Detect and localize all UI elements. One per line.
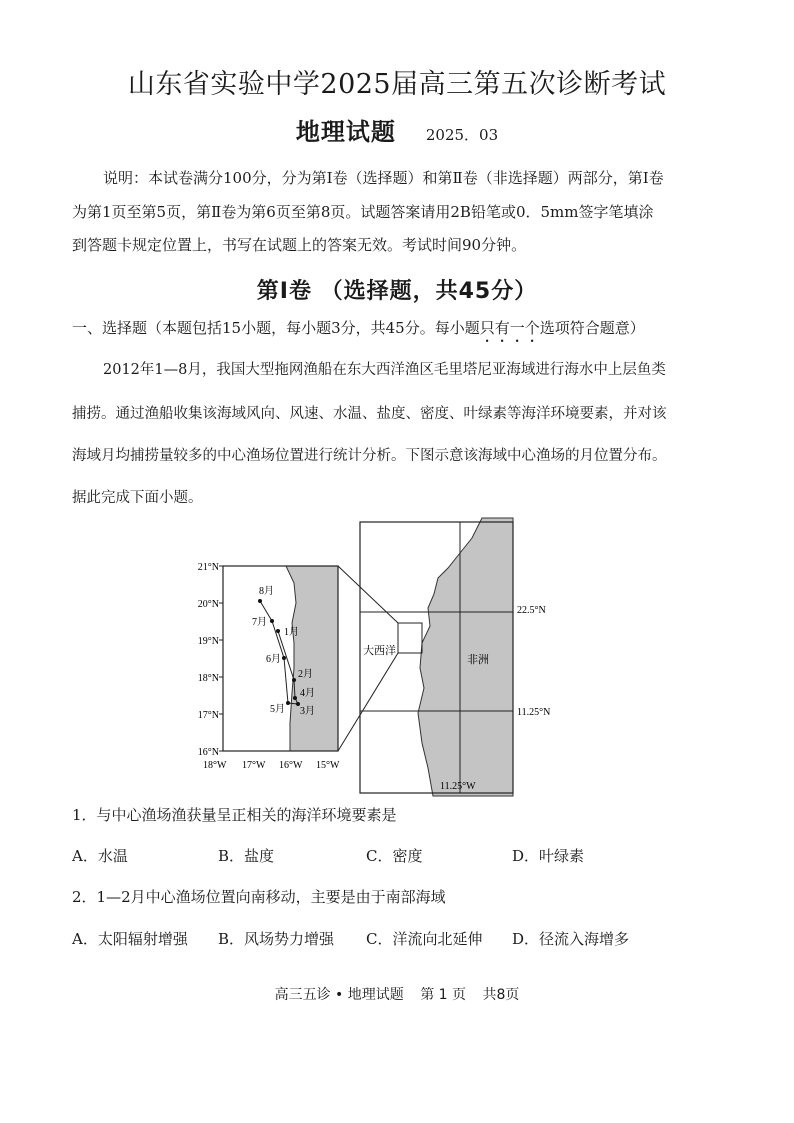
section-title: 第Ⅰ卷 （选择题，共45分） [256,279,538,304]
subject-title: 地理试题 [295,118,396,146]
exam-date: 2025．03 [425,126,499,144]
month-label: 6月 [266,654,281,665]
instructions-line-2: 为第1页至第5页，第Ⅱ卷为第6页至第8页。试题答案请用2B铅笔或0．5mm签字笔填涂 [72,203,654,221]
question-1-option-a[interactable]: A．水温 [72,847,128,865]
month-label: 4月 [300,688,315,699]
question-2-stem: 2．1—2月中心渔场位置向南移动，主要是由于南部海域 [72,888,446,906]
inset-lat-label: 21°N [197,562,219,573]
atlantic-label: 大西洋 [363,645,396,657]
section-instruction-suffix: 选项符合题意） [539,319,645,337]
inset-lat-label: 17°N [197,710,219,721]
inset-lon-labels [203,760,340,771]
inset-lat-label: 19°N [197,636,219,647]
inset-lat-label: 20°N [197,599,219,610]
inset-lat-label: 18°N [197,673,219,684]
month-point [270,619,274,623]
question-1-option-c[interactable]: C．密度 [366,847,423,865]
inset-lon-label: 17°W [242,760,266,771]
study-area-box [398,623,422,653]
passage-line-3: 海域月均捕捞量较多的中心渔场位置进行统计分析。下图示意该海域中心渔场的月位置分布。 [72,448,667,464]
overview-map [360,518,550,796]
footer-page-number: 第 1 页 [420,987,467,1003]
question-1-option-b[interactable]: B．盐度 [218,847,275,865]
month-point [276,629,280,633]
passage-line-2: 捕捞。通过渔船收集该海域风向、风速、水温、盐度、密度、叶绿素等海洋环境要素，并对该 [72,406,667,422]
inset-lon-label: 16°W [279,760,303,771]
instructions-line-3: 到答题卡规定位置上，书写在试题上的答案无效。考试时间90分钟。 [72,236,527,254]
month-label: 2月 [298,669,313,680]
africa-label: 非洲 [467,654,489,666]
month-point [293,696,297,700]
passage-line-1: 2012年1—8月，我国大型拖网渔船在东大西洋渔区毛里塔尼亚海域进行海水中上层鱼类 [103,362,666,378]
connector-line-top [338,566,398,623]
month-point [292,678,296,682]
inset-lon-label: 18°W [203,760,227,771]
month-point [282,656,286,660]
inset-lon-label: 15°W [316,760,340,771]
inset-map [198,562,340,771]
month-label: 5月 [270,704,285,715]
subtitle-row [0,112,794,147]
inset-lat-label: 16°N [197,747,219,758]
month-label: 8月 [259,586,274,597]
question-2-option-d[interactable]: D．径流入海增多 [512,930,630,948]
month-label: 1月 [284,627,299,638]
connector-line-bottom [338,653,398,751]
question-1-option-d[interactable]: D．叶绿素 [512,847,585,865]
section-instruction-prefix: 一、选择题（本题包括15小题，每小题3分，共45分。每小题 [72,319,480,337]
footer-exam-name: 高三五诊 • 地理试题 [274,987,404,1003]
question-1-stem: 1．与中心渔场渔获量呈正相关的海洋环境要素是 [72,806,397,824]
page-footer [0,984,794,1004]
instructions-line-1: 说明：本试卷满分100分，分为第Ⅰ卷（选择题）和第Ⅱ卷（非选择题）两部分，第Ⅰ卷 [103,169,664,187]
month-point [286,701,290,705]
coast-land [286,566,338,751]
fishing-ground-map [190,518,551,793]
passage-line-4: 据此完成下面小题。 [72,490,203,506]
month-label: 7月 [252,617,267,628]
inset-lat-labels [198,562,223,758]
lon-label-11-25w: 11.25°W [440,781,476,792]
exam-title: 山东省实验中学2025届高三第五次诊断考试 [127,69,667,100]
lat-label-22-5n: 22.5°N [517,605,546,616]
question-2-option-c[interactable]: C．洋流向北延伸 [366,930,483,948]
africa-land [418,518,513,796]
footer-total-pages: 共8页 [482,987,520,1003]
section-instruction-emphasis: 只有一个 [479,319,540,337]
question-2-option-a[interactable]: A．太阳辐射增强 [72,930,188,948]
question-2-option-b[interactable]: B．风场势力增强 [218,930,335,948]
month-point [258,599,262,603]
section-instruction [72,316,645,346]
lat-label-11-25n: 11.25°N [517,707,551,718]
month-label: 3月 [300,706,315,717]
